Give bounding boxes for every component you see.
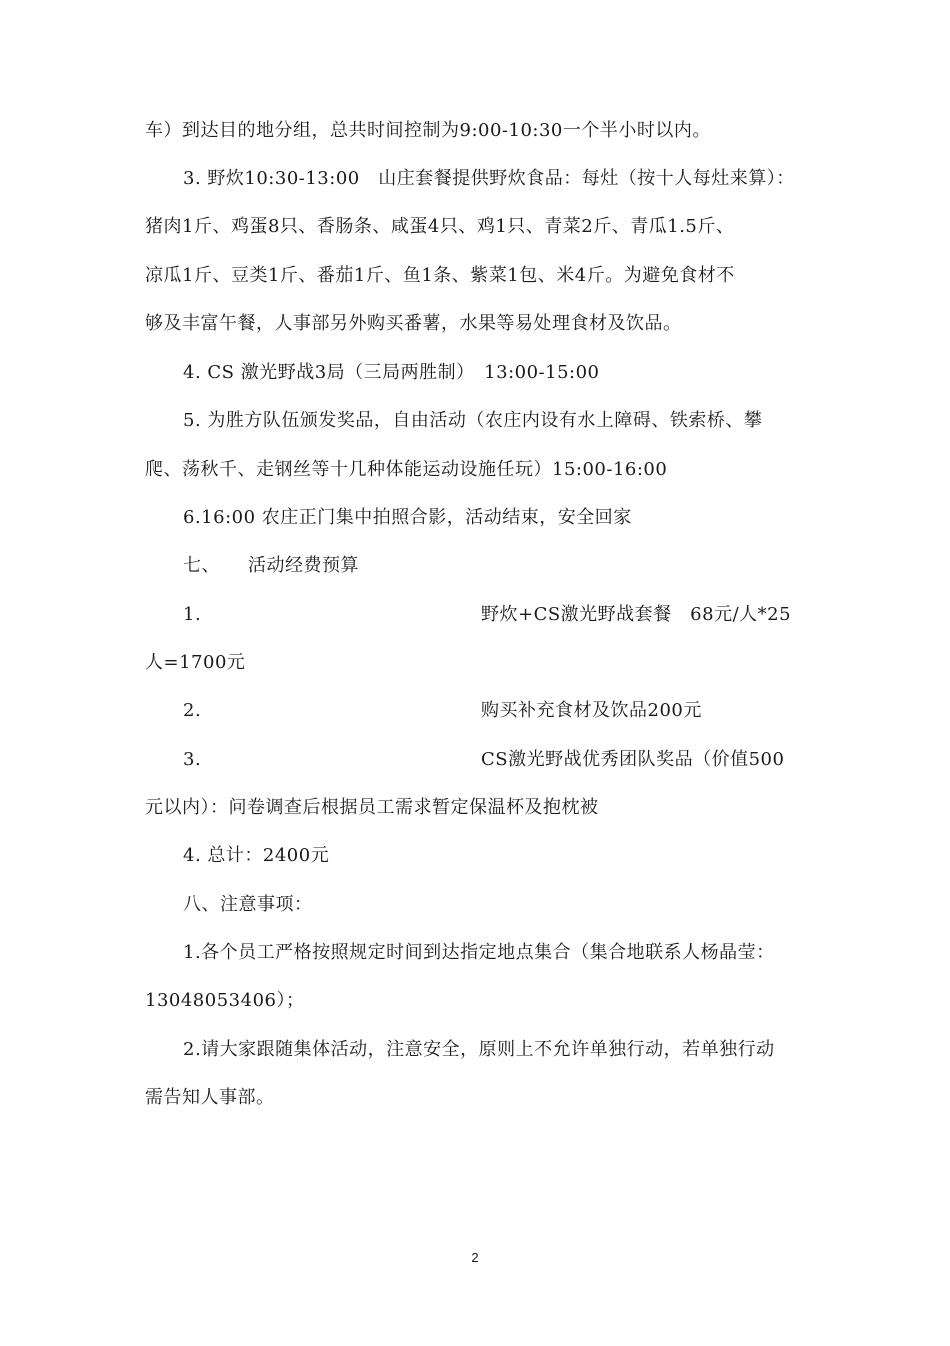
text-line: 5. 为胜方队伍颁发奖品，自由活动（农庄内设有水上障碍、铁索桥、攀 <box>183 410 763 431</box>
text-line: 购买补充食材及饮品200元 <box>481 700 702 721</box>
text-line: 够及丰富午餐，人事部另外购买番薯，水果等易处理食材及饮品。 <box>145 313 682 334</box>
text-line: CS激光野战优秀团队奖品（价值500 <box>481 749 785 770</box>
text-line: 4. 总计：2400元 <box>183 845 330 866</box>
text-line: 野炊+CS激光野战套餐 68元/人*25 <box>481 604 792 625</box>
text-line: 1.各个员工严格按照规定时间到达指定地点集合（集合地联系人杨晶莹： <box>183 942 775 963</box>
list-number: 2. <box>183 700 202 721</box>
section-heading: 七、 活动经费预算 <box>183 555 359 576</box>
text-line: 4. CS 激光野战3局（三局两胜制） 13:00-15:00 <box>183 362 600 383</box>
list-number: 1. <box>183 604 202 625</box>
list-number: 3. <box>183 749 202 770</box>
text-line: 3. 野炊10:30-13:00 山庄套餐提供野炊食品：每灶（按十人每灶来算）： <box>183 168 795 189</box>
text-line: 爬、荡秋千、走钢丝等十几种体能运动设施任玩）15:00-16:00 <box>145 459 668 480</box>
text-line: 需告知人事部。 <box>145 1087 275 1108</box>
text-line: 13048053406）； <box>145 990 305 1011</box>
text-line: 2.请大家跟随集体活动，注意安全，原则上不允许单独行动，若单独行动 <box>183 1039 775 1060</box>
text-line: 人=1700元 <box>145 652 246 673</box>
text-line: 6.16:00 农庄正门集中拍照合影，活动结束，安全回家 <box>183 507 632 528</box>
text-line: 猪肉1斤、鸡蛋8只、香肠条、咸蛋4只、鸡1只、青菜2斤、青瓜1.5斤、 <box>145 216 735 237</box>
section-heading: 八、注意事项： <box>183 894 313 915</box>
text-line: 凉瓜1斤、豆类1斤、番茄1斤、鱼1条、紫菜1包、米4斤。为避免食材不 <box>145 265 735 286</box>
text-line: 车）到达目的地分组，总共时间控制为9:00-10:30一个半小时以内。 <box>145 120 711 141</box>
text-line: 元以内）：问卷调查后根据员工需求暂定保温杯及抱枕被 <box>145 797 599 818</box>
page-number: 2 <box>471 1250 479 1265</box>
